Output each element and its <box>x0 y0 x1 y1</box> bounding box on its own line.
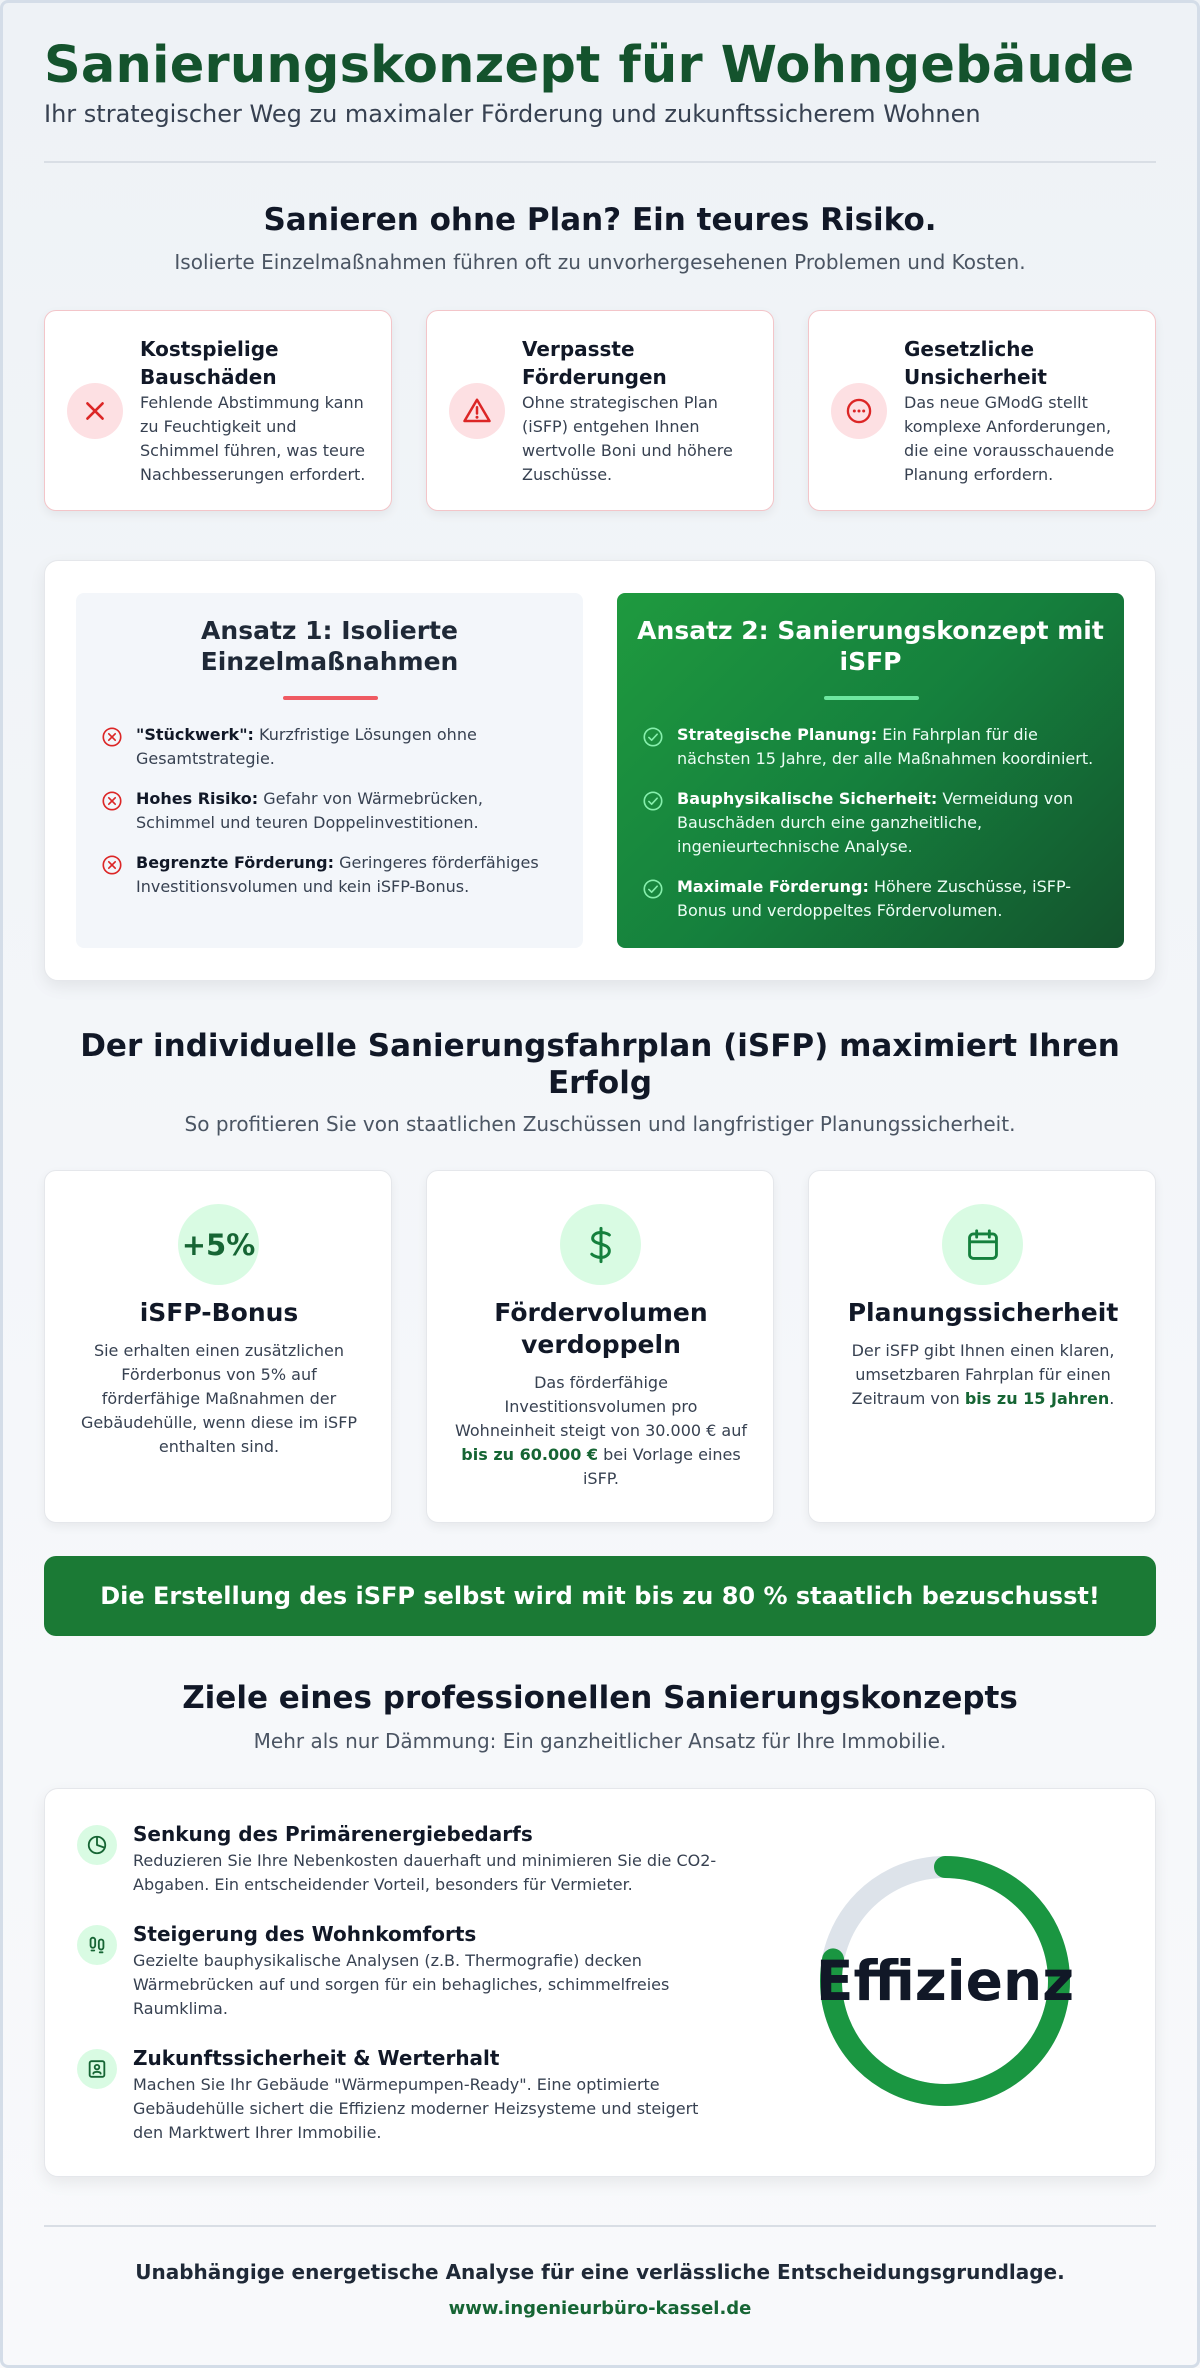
risk-card-title: Verpasste Förderungen <box>522 337 667 389</box>
warning-triangle-icon <box>449 383 505 439</box>
benefit-card-title: Planungssicherheit <box>847 1298 1119 1327</box>
check-circle-icon <box>642 878 664 900</box>
benefit-text-part: Das förderfähige Investitionsvolumen pro Wohneinheit steigt von 30.000 € auf <box>455 1373 747 1440</box>
goal-text: Gezielte bauphysikalische Analysen (z.B. Thermografie) decken Wärmebrücken auf und sorgen für ein behagliches, schimmelfreies Raumklima. <box>133 1951 670 2018</box>
benefit-card-bonus <box>44 1170 392 1523</box>
benefit-highlight: bis zu 60.000 € <box>461 1445 599 1464</box>
approach-1-panel <box>76 593 583 948</box>
risk-card-unsicherheit <box>808 310 1156 511</box>
risk-card-bauschaeden <box>44 310 392 511</box>
benefit-card-text: Sie erhalten einen zusätzlichen Förderbonus von 5% auf förderfähige Maßnahmen der Gebäudehülle, wenn diese im iSFP enthalten sind. <box>80 1341 358 1456</box>
risk-card-foerderungen <box>426 310 774 511</box>
goal-title: Zukunftssicherheit & Werterhalt <box>133 2046 500 2070</box>
approach-comparison <box>44 560 1156 981</box>
check-circle-icon <box>642 726 664 748</box>
approach-item-bold: Bauphysikalische Sicherheit: <box>677 789 938 808</box>
header-divider <box>44 161 1156 163</box>
subsidy-banner: Die Erstellung des iSFP selbst wird mit bis zu 80 % staatlich bezuschusst! <box>44 1556 1156 1636</box>
benefit-text-part: bei Vorlage eines iSFP. <box>582 1445 741 1488</box>
approach-1-item <box>101 723 561 771</box>
approach-item-bold: "Stückwerk": <box>136 725 254 744</box>
page-title: Sanierungskonzept für Wohngebäude <box>44 36 1135 95</box>
risk-card-title: Kostspielige Bauschäden <box>140 337 279 389</box>
approach-2-title: Ansatz 2: Sanierungskonzept mit iSFP <box>637 616 1104 676</box>
x-circle-icon <box>101 854 123 876</box>
website-link[interactable]: www.ingenieurbüro-kassel.de <box>448 2298 752 2319</box>
donut-label: Effizienz <box>815 1949 1075 2013</box>
approach-1-item <box>101 851 561 899</box>
goals-section-title: Ziele eines professionellen Sanierungskonzepts <box>182 1680 1018 1716</box>
approach-item-text: Gefahr von Wärmebrücken, Schimmel und teuren Doppelinvestitionen. <box>136 789 483 832</box>
approach-2-item <box>642 875 1102 923</box>
approach-1-title: Ansatz 1: Isolierte Einzelmaßnahmen <box>200 616 459 676</box>
approach-2-list <box>642 723 1102 923</box>
goals-section-subtitle: Mehr als nur Dämmung: Ein ganzheitlicher Ansatz für Ihre Immobilie. <box>253 1729 947 1753</box>
benefit-text-part: . <box>1109 1389 1115 1408</box>
approach-1-list <box>101 723 561 899</box>
benefit-text-part: Der iSFP gibt Ihnen einen klaren, umsetzbaren Fahrplan für einen Zeitraum von <box>851 1341 1115 1408</box>
goals-panel <box>44 1788 1156 2177</box>
x-circle-icon <box>101 726 123 748</box>
approach-2-underline <box>824 696 919 700</box>
approach-1-item <box>101 787 561 835</box>
benefit-card-title: iSFP-Bonus <box>139 1298 299 1327</box>
risk-section-title: Sanieren ohne Plan? Ein teures Risiko. <box>263 202 937 238</box>
footprints-icon <box>77 1925 117 1965</box>
x-circle-icon <box>101 790 123 812</box>
goal-title: Steigerung des Wohnkomforts <box>133 1922 477 1946</box>
x-icon <box>67 383 123 439</box>
risk-card-text: Ohne strategischen Plan (iSFP) entgehen Ihnen wertvolle Boni und höhere Zuschüsse. <box>522 393 733 484</box>
approach-2-panel <box>617 593 1124 948</box>
approach-2-item <box>642 723 1102 771</box>
goal-text: Reduzieren Sie Ihre Nebenkosten dauerhaft und minimieren Sie die CO2-Abgaben. Ein entscheidender Vorteil, besonders für Vermieter. <box>133 1851 717 1894</box>
risk-card-text: Fehlende Abstimmung kann zu Feuchtigkeit und Schimmel führen, was teure Nachbesserungen erfordert. <box>140 393 366 484</box>
risk-section-subtitle: Isolierte Einzelmaßnahmen führen oft zu unvorhergesehenen Problemen und Kosten. <box>174 250 1026 274</box>
benefit-card-foerdervolumen <box>426 1170 774 1523</box>
pie-chart-icon <box>77 1825 117 1865</box>
approach-item-bold: Begrenzte Förderung: <box>136 853 335 872</box>
approach-item-text: Höhere Zuschüsse, iSFP-Bonus und verdoppeltes Fördervolumen. <box>677 877 1072 920</box>
goal-title: Senkung des Primärenergiebedarfs <box>133 1822 533 1846</box>
dollar-icon <box>560 1204 641 1285</box>
benefit-highlight: bis zu 15 Jahren <box>964 1389 1110 1408</box>
risk-card-text: Das neue GModG stellt komplexe Anforderungen, die eine vorausschauende Planung erfordern. <box>904 393 1115 484</box>
footer-divider <box>44 2225 1156 2227</box>
approach-item-text: Geringeres förderfähiges Investitionsvolumen und kein iSFP-Bonus. <box>136 853 539 896</box>
approach-2-item <box>642 787 1102 859</box>
approach-item-text: Ein Fahrplan für die nächsten 15 Jahre, der alle Maßnahmen koordiniert. <box>677 725 1094 768</box>
benefit-card-title: Fördervolumen verdoppeln <box>494 1298 708 1359</box>
approach-1-underline <box>283 696 378 700</box>
check-circle-icon <box>642 790 664 812</box>
dots-circle-icon <box>831 383 887 439</box>
bonus-badge-text: +5% <box>181 1227 256 1262</box>
approach-item-bold: Strategische Planung: <box>677 725 878 744</box>
benefit-card-text <box>837 1339 1129 1411</box>
benefit-card-text <box>455 1371 747 1491</box>
approach-item-bold: Maximale Förderung: <box>677 877 869 896</box>
goal-text: Machen Sie Ihr Gebäude "Wärmepumpen-Ready". Eine optimierte Gebäudehülle sichert die Effizienz moderner Heizsysteme und steigert den Marktwert Ihrer Immobilie. <box>133 2075 699 2142</box>
page-subtitle: Ihr strategischer Weg zu maximaler Förderung und zukunftssicherem Wohnen <box>44 100 981 128</box>
risk-card-title: Gesetzliche Unsicherheit <box>904 337 1047 389</box>
bonus-badge <box>178 1204 259 1285</box>
approach-item-text: Kurzfristige Lösungen ohne Gesamtstrategie. <box>136 725 477 768</box>
benefits-section-title: Der individuelle Sanierungsfahrplan (iSFP) maximiert Ihren Erfolg <box>80 1028 1120 1101</box>
calendar-icon <box>942 1204 1023 1285</box>
approach-item-bold: Hohes Risiko: <box>136 789 259 808</box>
approach-item-text: Vermeidung von Bauschäden durch eine ganzheitliche, ingenieurtechnische Analyse. <box>677 789 1074 856</box>
benefit-card-planungssicherheit <box>808 1170 1156 1523</box>
id-badge-icon <box>77 2049 117 2089</box>
benefits-section-subtitle: So profitieren Sie von staatlichen Zuschüssen und langfristiger Planungssicherheit. <box>184 1112 1016 1136</box>
footer-note: Unabhängige energetische Analyse für eine verlässliche Entscheidungsgrundlage. <box>135 2260 1065 2284</box>
